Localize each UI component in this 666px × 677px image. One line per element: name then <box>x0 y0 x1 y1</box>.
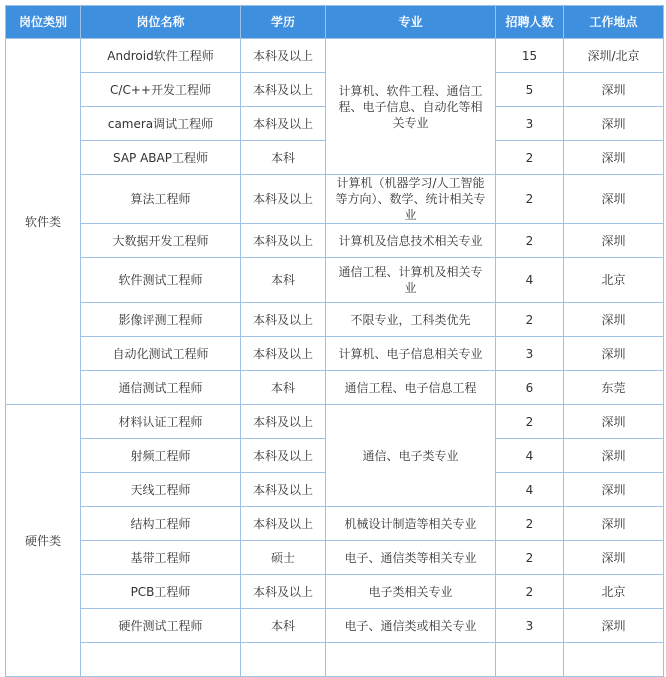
table-row <box>6 643 664 677</box>
location-cell: 深圳 <box>564 175 664 224</box>
major-cell: 通信、电子类专业 <box>326 405 496 507</box>
count-cell: 6 <box>496 371 564 405</box>
position-cell: 影像评测工程师 <box>81 303 241 337</box>
location-cell: 北京 <box>564 258 664 303</box>
major-cell: 电子、通信类等相关专业 <box>326 541 496 575</box>
education-cell: 本科及以上 <box>241 39 326 73</box>
location-cell: 深圳 <box>564 107 664 141</box>
position-cell: 射频工程师 <box>81 439 241 473</box>
table-row <box>6 541 664 575</box>
header-location: 工作地点 <box>564 6 664 39</box>
location-cell: 深圳 <box>564 541 664 575</box>
education-cell: 本科 <box>241 609 326 643</box>
count-cell: 3 <box>496 107 564 141</box>
location-cell: 深圳 <box>564 507 664 541</box>
location-cell: 东莞 <box>564 371 664 405</box>
location-cell: 深圳 <box>564 303 664 337</box>
major-cell: 电子、通信类或相关专业 <box>326 609 496 643</box>
location-cell: 深圳/北京 <box>564 39 664 73</box>
position-cell: 结构工程师 <box>81 507 241 541</box>
major-cell: 计算机、软件工程、通信工程、电子信息、自动化等相关专业 <box>326 39 496 175</box>
header-count: 招聘人数 <box>496 6 564 39</box>
position-cell: 硬件测试工程师 <box>81 609 241 643</box>
education-cell: 本科及以上 <box>241 507 326 541</box>
category-software: 软件类 <box>6 39 81 405</box>
education-cell: 硕士 <box>241 541 326 575</box>
major-cell: 机械设计制造等相关专业 <box>326 507 496 541</box>
position-cell: C/C++开发工程师 <box>81 73 241 107</box>
education-cell: 本科及以上 <box>241 175 326 224</box>
header-major: 专业 <box>326 6 496 39</box>
education-cell: 本科及以上 <box>241 303 326 337</box>
education-cell: 本科及以上 <box>241 73 326 107</box>
header-education: 学历 <box>241 6 326 39</box>
count-cell: 2 <box>496 541 564 575</box>
count-cell: 2 <box>496 405 564 439</box>
table-row <box>6 575 664 609</box>
count-cell: 2 <box>496 175 564 224</box>
count-cell: 3 <box>496 337 564 371</box>
position-cell: camera调试工程师 <box>81 107 241 141</box>
count-cell: 2 <box>496 575 564 609</box>
table-row <box>6 175 664 224</box>
category-hardware: 硬件类 <box>6 405 81 677</box>
location-cell: 深圳 <box>564 73 664 107</box>
table-row <box>6 609 664 643</box>
major-cell: 通信工程、电子信息工程 <box>326 371 496 405</box>
position-cell: 材料认证工程师 <box>81 405 241 439</box>
major-cell: 不限专业，工科类优先 <box>326 303 496 337</box>
table-row <box>6 371 664 405</box>
position-cell: PCB工程师 <box>81 575 241 609</box>
header-position: 岗位名称 <box>81 6 241 39</box>
count-cell: 2 <box>496 141 564 175</box>
major-cell: 计算机（机器学习/人工智能等方向）、数学、统计相关专业 <box>326 175 496 224</box>
count-cell: 3 <box>496 609 564 643</box>
location-cell: 深圳 <box>564 405 664 439</box>
major-cell: 通信工程、计算机及相关专业 <box>326 258 496 303</box>
education-cell: 本科 <box>241 371 326 405</box>
education-cell: 本科及以上 <box>241 224 326 258</box>
education-cell <box>241 643 326 677</box>
table-row <box>6 224 664 258</box>
location-cell <box>564 643 664 677</box>
position-cell: 大数据开发工程师 <box>81 224 241 258</box>
location-cell: 深圳 <box>564 609 664 643</box>
education-cell: 本科 <box>241 141 326 175</box>
count-cell: 4 <box>496 473 564 507</box>
count-cell <box>496 643 564 677</box>
header-category: 岗位类别 <box>6 6 81 39</box>
education-cell: 本科及以上 <box>241 575 326 609</box>
major-cell: 电子类相关专业 <box>326 575 496 609</box>
table-row <box>6 405 664 439</box>
location-cell: 深圳 <box>564 337 664 371</box>
education-cell: 本科及以上 <box>241 473 326 507</box>
position-cell: Android软件工程师 <box>81 39 241 73</box>
location-cell: 深圳 <box>564 473 664 507</box>
table-row <box>6 303 664 337</box>
position-cell: 算法工程师 <box>81 175 241 224</box>
major-cell: 计算机、电子信息相关专业 <box>326 337 496 371</box>
education-cell: 本科及以上 <box>241 439 326 473</box>
education-cell: 本科及以上 <box>241 107 326 141</box>
location-cell: 深圳 <box>564 224 664 258</box>
count-cell: 4 <box>496 439 564 473</box>
position-cell: 天线工程师 <box>81 473 241 507</box>
education-cell: 本科及以上 <box>241 337 326 371</box>
table-row <box>6 258 664 303</box>
table-row <box>6 337 664 371</box>
count-cell: 5 <box>496 73 564 107</box>
location-cell: 深圳 <box>564 439 664 473</box>
location-cell: 深圳 <box>564 141 664 175</box>
major-cell: 计算机及信息技术相关专业 <box>326 224 496 258</box>
position-cell: SAP ABAP工程师 <box>81 141 241 175</box>
education-cell: 本科 <box>241 258 326 303</box>
count-cell: 15 <box>496 39 564 73</box>
count-cell: 2 <box>496 507 564 541</box>
location-cell: 北京 <box>564 575 664 609</box>
table-row <box>6 507 664 541</box>
major-cell <box>326 643 496 677</box>
recruitment-table <box>5 5 664 677</box>
position-cell: 软件测试工程师 <box>81 258 241 303</box>
position-cell: 基带工程师 <box>81 541 241 575</box>
count-cell: 4 <box>496 258 564 303</box>
position-cell: 通信测试工程师 <box>81 371 241 405</box>
count-cell: 2 <box>496 303 564 337</box>
education-cell: 本科及以上 <box>241 405 326 439</box>
position-cell <box>81 643 241 677</box>
header-row <box>6 6 664 39</box>
position-cell: 自动化测试工程师 <box>81 337 241 371</box>
count-cell: 2 <box>496 224 564 258</box>
table-row <box>6 39 664 73</box>
